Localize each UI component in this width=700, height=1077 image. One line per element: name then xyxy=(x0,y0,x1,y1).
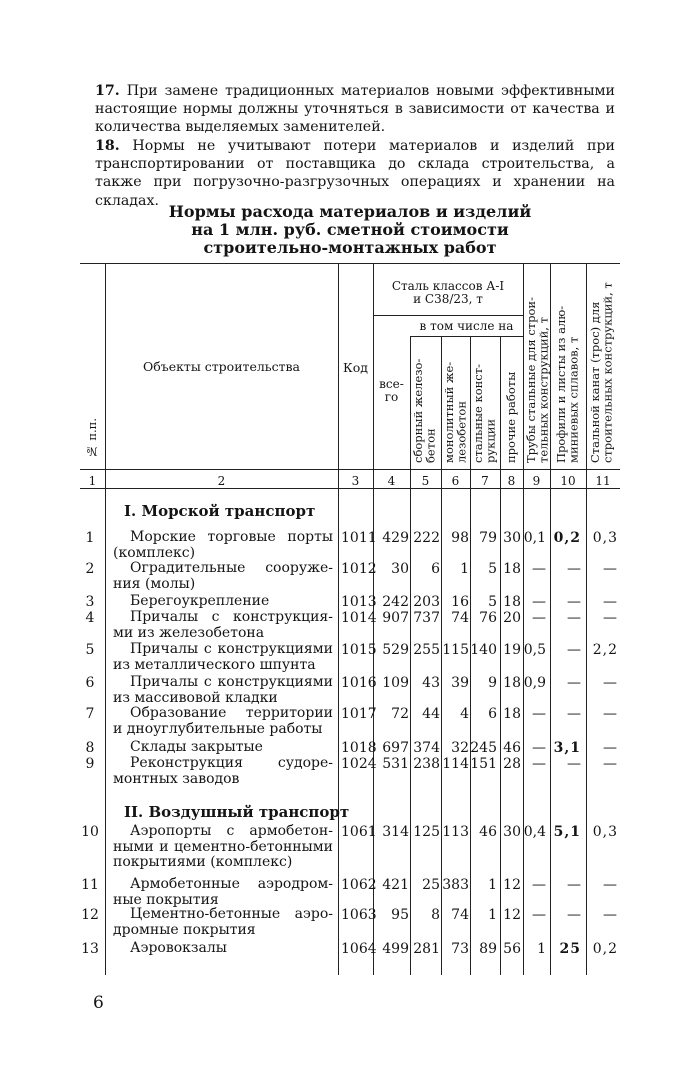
cell-total: 697 xyxy=(382,740,409,756)
col-number: 4 xyxy=(387,474,396,488)
object-name xyxy=(113,530,333,561)
cell-c5: 8 xyxy=(431,907,440,923)
cell-c9: — xyxy=(532,877,546,893)
cell-c5: 6 xyxy=(431,561,440,577)
cell-c5: 238 xyxy=(413,756,440,772)
header-num: № п.п. xyxy=(85,418,99,459)
cell-c11: — xyxy=(603,675,618,691)
cell-total: 109 xyxy=(382,675,409,691)
cell-c9: — xyxy=(532,561,546,577)
cell-c11: 2,2 xyxy=(592,642,618,658)
object-name xyxy=(113,610,333,641)
object-name-line: Армобетонные аэродром- xyxy=(130,876,333,892)
steel-group-rule xyxy=(373,315,523,316)
header-pipes: Трубы стальные для строи- тельных конструкций, т xyxy=(524,297,551,463)
cell-total: 242 xyxy=(382,594,409,610)
cell-total: 72 xyxy=(391,706,409,722)
cell-c6: 113 xyxy=(442,824,469,840)
cell-c7: 245 xyxy=(470,740,497,756)
cell-code: 1064 xyxy=(341,941,377,957)
header-steel-line-2: и С38/23, т xyxy=(413,292,483,306)
cell-c11: 0,2 xyxy=(592,941,618,957)
object-name xyxy=(113,642,333,673)
cell-c6: 74 xyxy=(451,610,469,626)
cell-total: 30 xyxy=(391,561,409,577)
cell-c6: 32 xyxy=(451,740,469,756)
object-name xyxy=(113,594,333,610)
object-name-line: ными и цементно-бетонными xyxy=(113,838,333,855)
cell-c5: 43 xyxy=(422,675,440,691)
cell-c10: 0,2 xyxy=(553,530,581,546)
cell-c11: — xyxy=(603,907,618,923)
cell-code: 1011 xyxy=(341,530,377,546)
col-number: 1 xyxy=(88,474,97,488)
cell-c8: 19 xyxy=(503,642,521,658)
paragraph-17 xyxy=(95,82,615,137)
cell-total: 95 xyxy=(391,907,409,923)
row-number: 11 xyxy=(81,877,99,893)
incl-rule xyxy=(410,336,523,337)
row-number: 12 xyxy=(81,907,99,923)
header-other: прочие работы xyxy=(504,371,518,463)
cell-c11: 0,3 xyxy=(592,824,618,840)
cell-c8: 56 xyxy=(503,941,521,957)
cell-c7: 89 xyxy=(479,941,497,957)
cell-c5: 44 xyxy=(422,706,440,722)
col-number: 9 xyxy=(532,474,541,488)
cell-c9: 0,1 xyxy=(523,530,546,546)
vline-9 xyxy=(550,263,551,975)
cell-code: 1016 xyxy=(341,675,377,691)
row-number: 6 xyxy=(85,675,95,691)
object-name-line: Причалы с конструкциями xyxy=(130,674,333,690)
cell-c11: — xyxy=(603,561,618,577)
object-name xyxy=(113,740,333,756)
cell-c7: 151 xyxy=(470,756,497,772)
cell-c8: 46 xyxy=(503,740,521,756)
cell-code: 1015 xyxy=(341,642,377,658)
cell-c7: 1 xyxy=(488,877,497,893)
cell-c6: 39 xyxy=(451,675,469,691)
cell-c7: 5 xyxy=(488,594,497,610)
cell-c5: 281 xyxy=(413,941,440,957)
cell-c11: — xyxy=(603,706,618,722)
cell-c5: 25 xyxy=(422,877,440,893)
cell-c10: — xyxy=(567,610,581,626)
object-name xyxy=(113,561,333,592)
vline-10 xyxy=(586,263,587,975)
cell-c9: — xyxy=(532,740,546,756)
object-name-line: Причалы с конструкциями xyxy=(130,641,333,657)
object-name-line: дромные покрытия xyxy=(113,921,256,938)
object-name-line: Берегоукрепление xyxy=(130,593,270,609)
object-name xyxy=(113,877,333,908)
cell-total: 421 xyxy=(382,877,409,893)
cell-c11: — xyxy=(603,740,618,756)
cell-total: 907 xyxy=(382,610,409,626)
cell-code: 1012 xyxy=(341,561,377,577)
col-number: 5 xyxy=(421,474,430,488)
table-top-rule xyxy=(80,263,620,264)
paragraph-17-number: 17. xyxy=(95,83,120,99)
cell-total: 531 xyxy=(382,756,409,772)
cell-c10: — xyxy=(567,561,581,577)
header-precast: сборный железо- бетон xyxy=(411,358,438,463)
cell-c7: 46 xyxy=(479,824,497,840)
header-steel-struct: стальные конст- рукции xyxy=(471,364,498,463)
cell-c10: — xyxy=(567,877,581,893)
col-number: 3 xyxy=(351,474,360,488)
cell-c11: 0,3 xyxy=(592,530,618,546)
row-number: 3 xyxy=(85,594,95,610)
paragraph-18 xyxy=(95,137,615,210)
cell-c7: 1 xyxy=(488,907,497,923)
row-number: 8 xyxy=(85,740,95,756)
object-name-line: Аэровокзалы xyxy=(130,940,227,956)
cell-c6: 4 xyxy=(460,706,469,722)
object-name-line: Оградительные сооруже- xyxy=(130,560,333,576)
object-name-line: ми из железобетона xyxy=(113,624,265,641)
header-monolith: монолитный же- лезобетон xyxy=(442,361,469,463)
cell-c7: 5 xyxy=(488,561,497,577)
object-name-line: и дноуглубительные работы xyxy=(113,720,323,737)
cell-c7: 9 xyxy=(488,675,497,691)
object-name-line: Причалы с конструкция- xyxy=(130,609,333,625)
cell-total: 529 xyxy=(382,642,409,658)
cell-code: 1017 xyxy=(341,706,377,722)
cell-c11: — xyxy=(603,877,618,893)
cell-c9: — xyxy=(532,756,546,772)
object-name-line: ные покрытия xyxy=(113,891,219,908)
header-cable: Стальной канат (трос) для строительных конструкций, т xyxy=(588,282,615,463)
cell-c6: 16 xyxy=(451,594,469,610)
cell-c8: 30 xyxy=(503,824,521,840)
row-number: 10 xyxy=(81,824,99,840)
row-number: 9 xyxy=(85,756,95,772)
cell-c9: — xyxy=(532,610,546,626)
cell-code: 1014 xyxy=(341,610,377,626)
row-number: 4 xyxy=(85,610,95,626)
object-name xyxy=(113,706,333,737)
col-number: 8 xyxy=(507,474,516,488)
cell-c5: 203 xyxy=(413,594,440,610)
object-name-line: Реконструкция судоре- xyxy=(130,755,333,771)
cell-c7: 76 xyxy=(479,610,497,626)
cell-c5: 222 xyxy=(413,530,440,546)
cell-c8: 18 xyxy=(503,594,521,610)
header-profiles: Профили и листы из алю- миниевых сплавов, т xyxy=(554,305,581,463)
col-number: 11 xyxy=(595,474,611,488)
cell-c9: — xyxy=(532,706,546,722)
header-total-line-1: все- xyxy=(379,377,404,391)
row-number: 7 xyxy=(85,706,95,722)
cell-c9: 0,5 xyxy=(523,642,546,658)
object-name xyxy=(113,675,333,706)
row-number: 13 xyxy=(81,941,99,957)
cell-c6: 383 xyxy=(442,877,469,893)
cell-total: 429 xyxy=(382,530,409,546)
header-total-line-2: го xyxy=(384,390,399,404)
paragraph-18-number: 18. xyxy=(95,138,120,154)
object-name-line: Аэропорты с армобетон- xyxy=(130,823,333,839)
cell-code: 1018 xyxy=(341,740,377,756)
cell-c8: 20 xyxy=(503,610,521,626)
cell-c8: 18 xyxy=(503,675,521,691)
object-name xyxy=(113,941,333,957)
object-name-line: из массивовой кладки xyxy=(113,689,278,706)
cell-c7: 6 xyxy=(488,706,497,722)
header-steel-line-1: Сталь классов А-I xyxy=(391,279,505,293)
section-title: I. Морской транспорт xyxy=(124,502,316,520)
cell-c5: 737 xyxy=(413,610,440,626)
cell-c10: — xyxy=(567,594,581,610)
cell-c8: 28 xyxy=(503,756,521,772)
cell-c10: — xyxy=(567,706,581,722)
object-name xyxy=(113,824,333,871)
cell-c10: — xyxy=(567,642,581,658)
cell-code: 1062 xyxy=(341,877,377,893)
object-name-line: Склады закрытые xyxy=(130,739,263,755)
paragraph-17-text: При замене традиционных материалов новыми эффективными настоящие нормы должны уточняться в зависимости от качества и количества выделяемых заменителей. xyxy=(95,83,616,136)
header-objects: Объекты строительства xyxy=(142,359,300,374)
page-number: 6 xyxy=(93,993,104,1013)
object-name-line: ния (молы) xyxy=(113,575,196,592)
cell-c9: 0,4 xyxy=(523,824,546,840)
cell-c5: 125 xyxy=(413,824,440,840)
cell-c6: 114 xyxy=(442,756,469,772)
header-code: Код xyxy=(343,360,368,375)
cell-c9: 1 xyxy=(537,941,546,957)
cell-c5: 255 xyxy=(413,642,440,658)
row-number: 1 xyxy=(85,530,95,546)
object-name-line: Образование территории xyxy=(130,705,333,721)
cell-c8: 30 xyxy=(503,530,521,546)
cell-c10: — xyxy=(567,907,581,923)
cell-c6: 1 xyxy=(460,561,469,577)
col-numbers-rule xyxy=(80,488,620,489)
cell-c6: 115 xyxy=(442,642,469,658)
cell-total: 314 xyxy=(382,824,409,840)
cell-c8: 18 xyxy=(503,561,521,577)
cell-code: 1063 xyxy=(341,907,377,923)
cell-c9: — xyxy=(532,594,546,610)
cell-c6: 98 xyxy=(451,530,469,546)
col-number: 10 xyxy=(560,474,576,488)
section-title: II. Воздушный транспорт xyxy=(124,803,350,821)
cell-code: 1013 xyxy=(341,594,377,610)
cell-c7: 79 xyxy=(479,530,497,546)
cell-c8: 12 xyxy=(503,877,521,893)
cell-c10: — xyxy=(567,756,581,772)
cell-total: 499 xyxy=(382,941,409,957)
object-name-line: монтных заводов xyxy=(113,770,240,787)
cell-c10: — xyxy=(567,675,581,691)
row-number: 2 xyxy=(85,561,95,577)
cell-code: 1061 xyxy=(341,824,377,840)
paragraph-18-text: Нормы не учитывают потери материалов и изделий при транспортировании от поставщика до склада строительства, а также при погрузочно-разгрузочных операциях и хранении на складах. xyxy=(95,138,615,209)
cell-c8: 12 xyxy=(503,907,521,923)
cell-c7: 140 xyxy=(470,642,497,658)
cell-c11: — xyxy=(603,594,618,610)
cell-c9: 0,9 xyxy=(523,675,546,691)
col-number: 7 xyxy=(481,474,489,488)
header-bottom-rule xyxy=(80,469,620,470)
cell-c11: — xyxy=(603,756,618,772)
cell-c10: 25 xyxy=(559,941,581,957)
cell-c8: 18 xyxy=(503,706,521,722)
object-name-line: покрытиями (комплекс) xyxy=(113,854,293,870)
cell-c10: 3,1 xyxy=(553,740,581,756)
cell-c9: — xyxy=(532,907,546,923)
col-number: 6 xyxy=(451,474,460,488)
object-name-line: Цементно-бетонные аэро- xyxy=(130,906,333,922)
table-title xyxy=(100,203,600,257)
cell-c5: 374 xyxy=(413,740,440,756)
object-name-line: из металлического шпунта xyxy=(113,656,316,673)
object-name xyxy=(113,756,333,787)
col-number: 2 xyxy=(217,474,226,488)
object-name-line: (комплекс) xyxy=(113,544,196,561)
vline-7 xyxy=(500,336,501,975)
table-title-line-3: строительно-монтажных работ xyxy=(203,238,497,257)
cell-c10: 5,1 xyxy=(553,824,581,840)
cell-code: 1024 xyxy=(341,756,377,772)
table-title-line-1: Нормы расхода материалов и изделий xyxy=(168,202,532,221)
object-name xyxy=(113,907,333,938)
header-incl: в том числе на xyxy=(419,319,514,333)
object-name-line: Морские торговые порты xyxy=(130,529,333,545)
cell-c6: 73 xyxy=(451,941,469,957)
cell-c6: 74 xyxy=(451,907,469,923)
table-title-line-2: на 1 млн. руб. сметной стоимости xyxy=(191,220,509,239)
cell-c11: — xyxy=(603,610,618,626)
row-number: 5 xyxy=(85,642,95,658)
